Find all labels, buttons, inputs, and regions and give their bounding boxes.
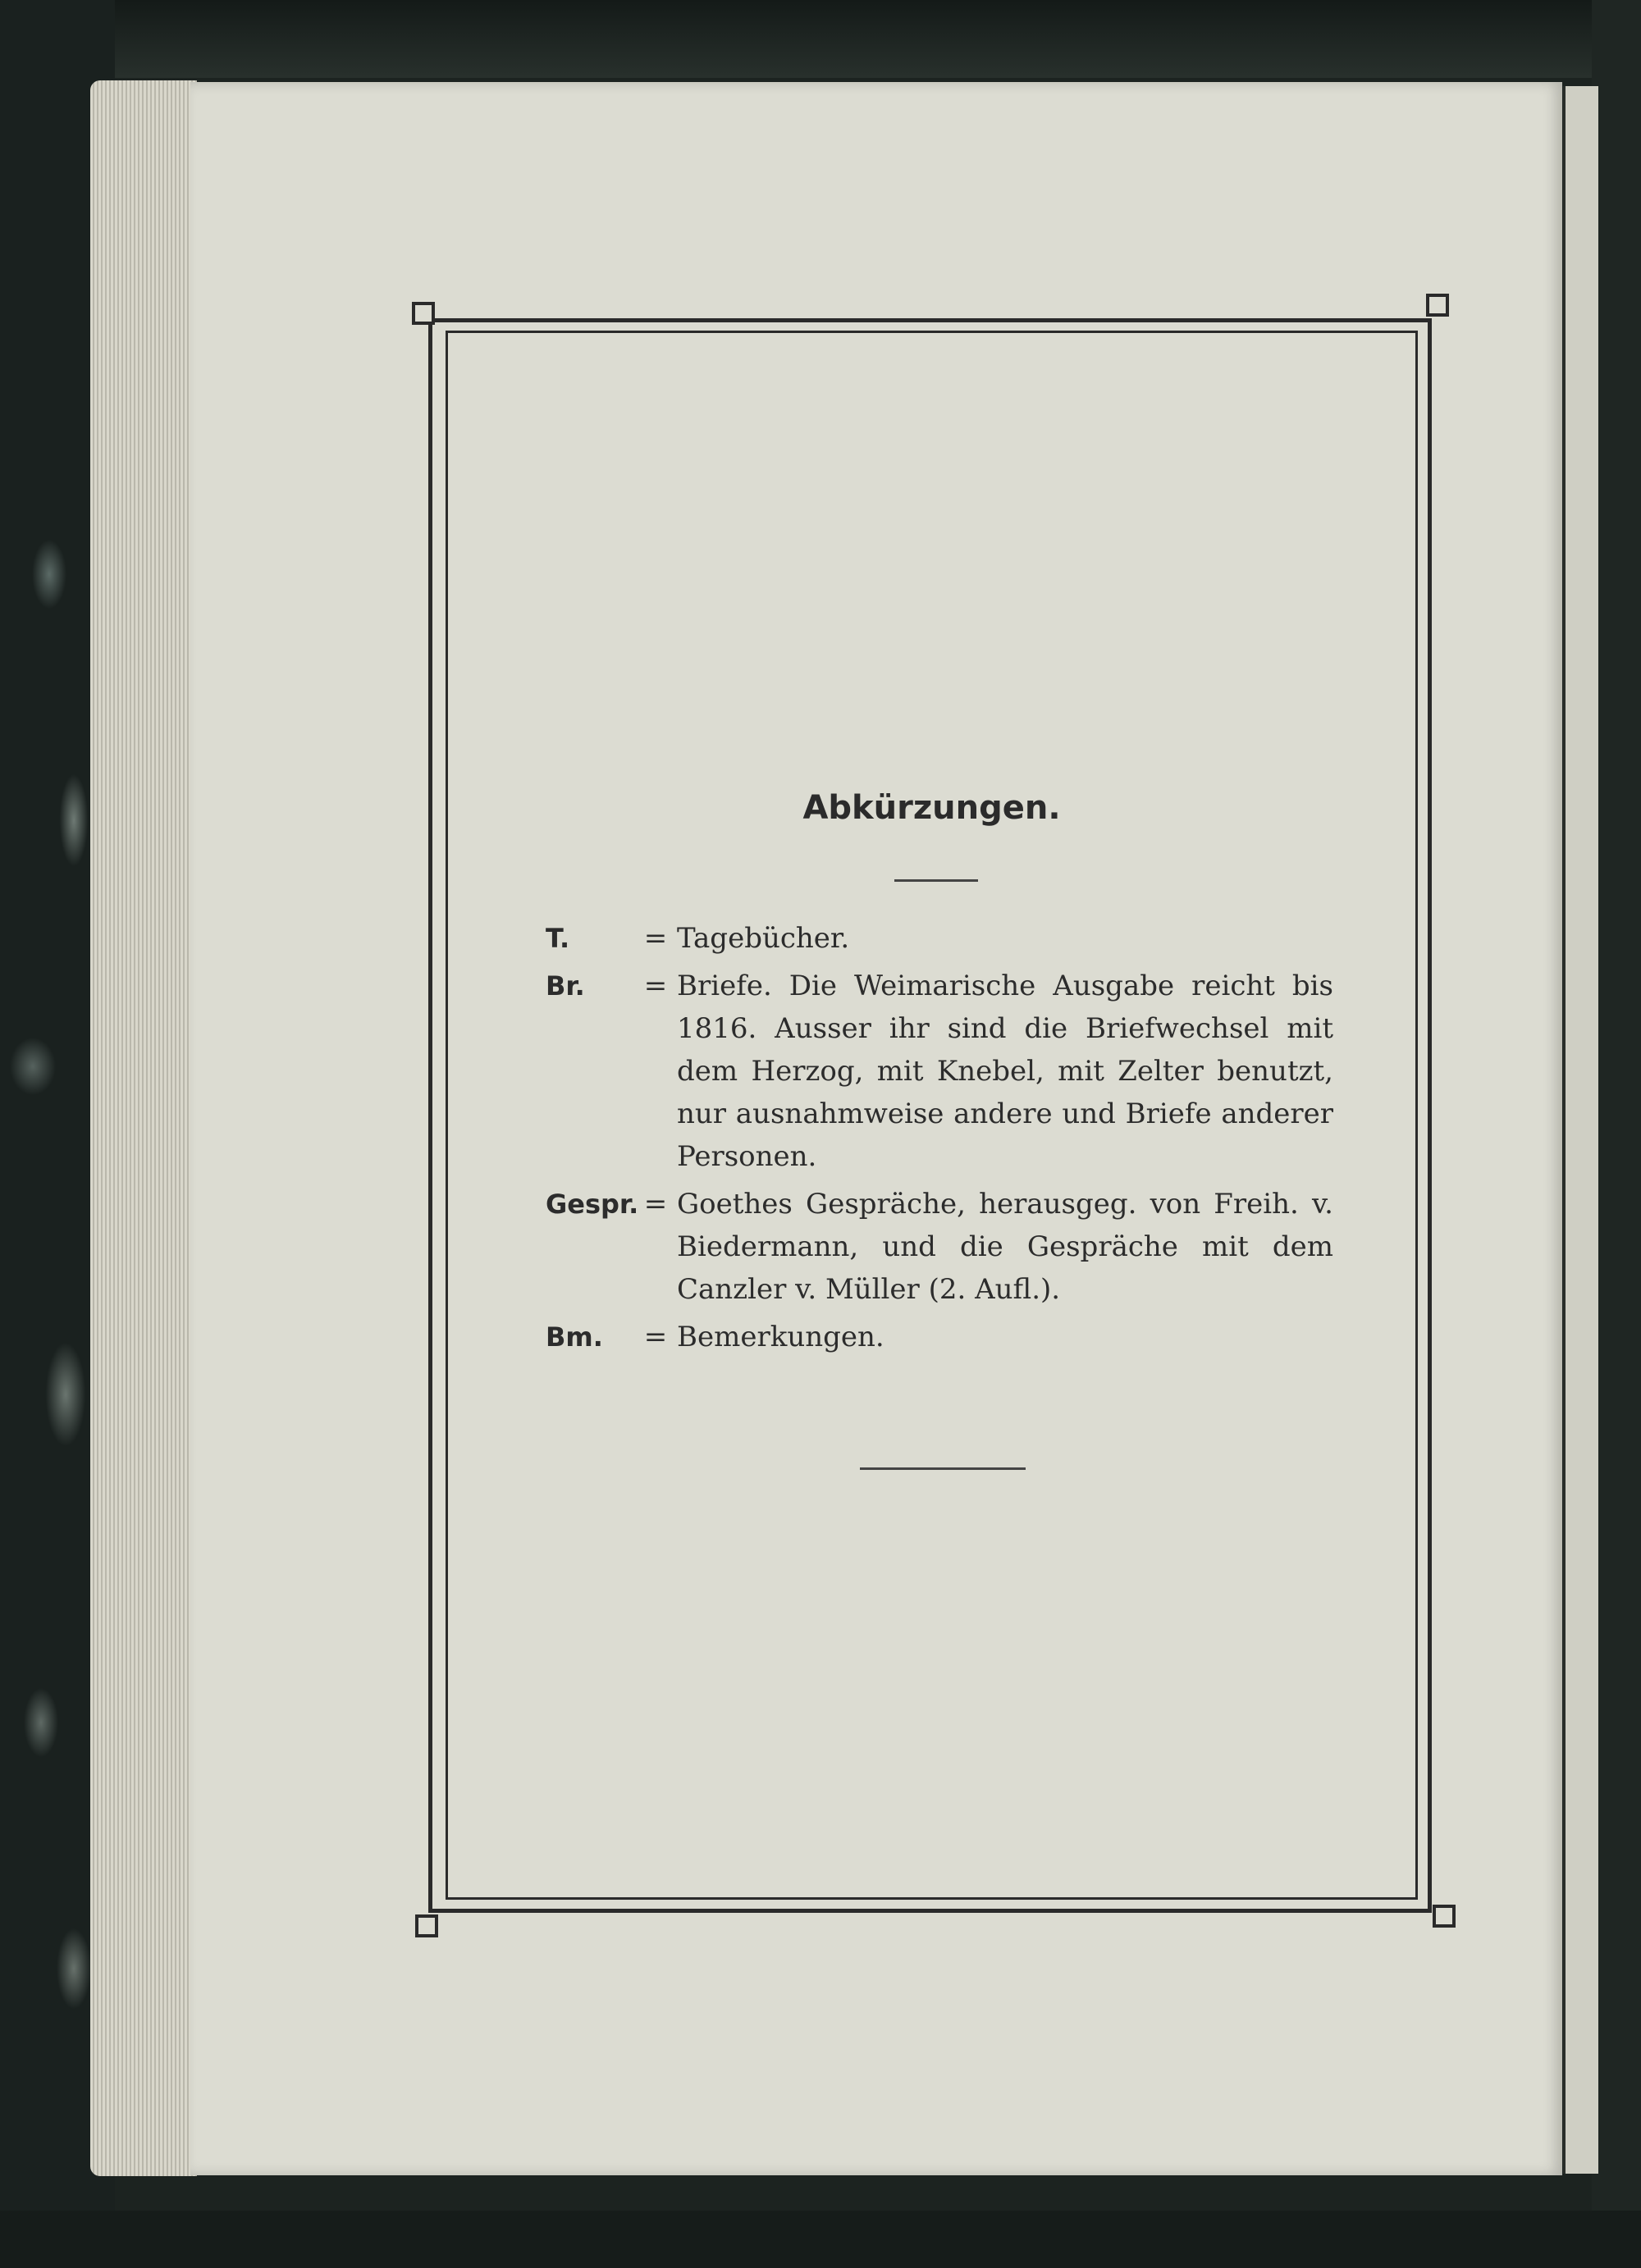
frame-corner-bottom-left — [415, 1914, 438, 1937]
book-cover-right — [1592, 0, 1641, 2268]
closing-rule — [860, 1467, 1026, 1470]
frame-corner-top-left — [412, 302, 435, 325]
abbreviation-term: T. — [546, 923, 570, 954]
abbreviation-definition: Tagebücher. — [677, 922, 850, 955]
title-divider — [894, 879, 978, 882]
abbreviation-term: Bm. — [546, 1321, 603, 1353]
equals-sign: = — [643, 922, 668, 955]
abbreviation-entry — [546, 1183, 1333, 1311]
page-title: Abkürzungen. — [802, 789, 1061, 827]
abbreviation-definition: Bemerkungen. — [677, 1321, 884, 1353]
equals-sign: = — [643, 1188, 668, 1221]
equals-sign: = — [643, 970, 668, 1002]
page-edges — [90, 80, 197, 2176]
abbreviation-term: Gespr. — [546, 1189, 639, 1220]
book-cover-top — [0, 0, 1641, 78]
abbreviation-entry — [546, 1316, 1333, 1358]
frame-corner-bottom-right — [1433, 1905, 1456, 1928]
abbreviation-entry — [546, 917, 1333, 960]
frame-corner-top-right — [1426, 294, 1449, 317]
abbreviation-definition: Goethes Gespräche, herausgeg. von Freih. v. Biedermann, und die Gespräche mit dem Canzler v. Müller (2. Aufl.). — [677, 1188, 1333, 1306]
abbreviation-term: Br. — [546, 970, 585, 1002]
abbreviation-definition: Briefe. Die Weimarische Ausgabe reicht bis 1816. Ausser ihr sind die Briefwechsel mit dem Herzog, mit Knebel, mit Zelter benutzt, nur ausnahmweise andere und Briefe anderer Personen. — [677, 970, 1333, 1173]
abbreviation-list — [546, 917, 1333, 1363]
facing-page-edge — [1563, 86, 1598, 2174]
equals-sign: = — [643, 1321, 668, 1353]
book-cover-bottom — [0, 2211, 1641, 2268]
abbreviation-entry — [546, 965, 1333, 1178]
